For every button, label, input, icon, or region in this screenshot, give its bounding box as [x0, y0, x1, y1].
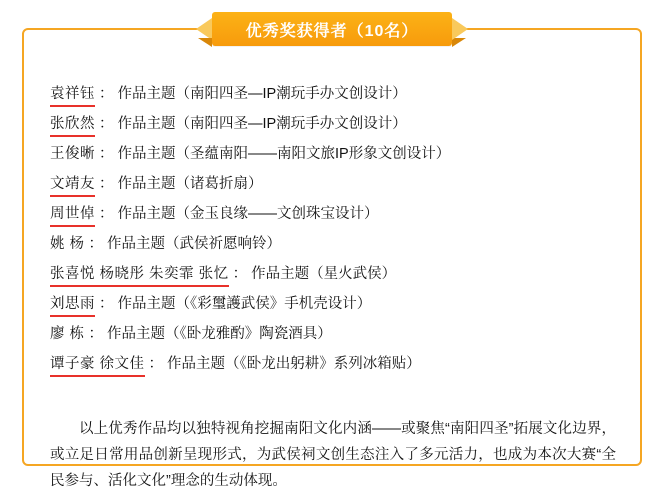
- separator: ：: [99, 86, 114, 102]
- banner-title: 优秀奖获得者（10名）: [245, 22, 419, 40]
- separator: ：: [88, 236, 104, 252]
- work-title: 作品主题（《卧龙雅酌》陶瓷酒具）: [107, 326, 332, 342]
- winner-names: 周世倬: [50, 202, 95, 225]
- separator: ：: [88, 326, 104, 342]
- separator: ：: [99, 146, 114, 162]
- ribbon-tail-right-icon: [452, 38, 466, 47]
- award-card: [22, 28, 642, 489]
- work-title: 作品主题（圣蕴南阳——南阳文旅IP形象文创设计）: [117, 146, 451, 162]
- winner-names: 王俊晰: [50, 146, 95, 162]
- list-item: [50, 112, 620, 136]
- list-item: [50, 292, 620, 316]
- separator: ：: [99, 176, 114, 192]
- work-title: 作品主题（南阳四圣—IP潮玩手办文创设计）: [117, 116, 407, 132]
- separator: ：: [99, 206, 114, 222]
- list-item: [50, 322, 620, 346]
- work-title: 作品主题（《彩璽護武侯》手机壳设计）: [117, 296, 372, 312]
- award-list: [50, 82, 620, 382]
- separator: ：: [99, 116, 114, 132]
- list-item: [50, 262, 620, 286]
- winner-names: 谭子豪 徐文佳: [50, 352, 145, 375]
- winner-names: 廖 栋: [50, 326, 85, 342]
- winner-names: 袁祥钰: [50, 82, 95, 105]
- list-item: [50, 142, 620, 166]
- list-item: [50, 82, 620, 106]
- winner-names: 文靖友: [50, 172, 95, 195]
- work-title: 作品主题（星火武侯）: [251, 266, 397, 282]
- work-title: 作品主题（《卧龙出躬耕》系列冰箱贴）: [167, 356, 421, 372]
- winner-names: 张喜悦 杨晓彤 朱奕霏 张忆: [50, 262, 229, 285]
- winner-names: 刘思雨: [50, 292, 95, 315]
- banner-ribbon: [212, 12, 453, 46]
- list-item: [50, 352, 620, 376]
- work-title: 作品主题（诸葛折扇）: [117, 176, 263, 192]
- list-item: [50, 232, 620, 256]
- work-title: 作品主题（金玉良缘——文创珠宝设计）: [117, 206, 379, 222]
- winner-names: 姚 杨: [50, 236, 85, 252]
- summary-paragraph: 以上优秀作品均以独特视角挖掘南阳文化内涵——或聚焦“南阳四圣”拓展文化边界，或立足日常用品创新呈现形式，为武侯祠文创生态注入了多元活力，也成为本次大赛“全民参与、活化文化”理念的生动体现。: [50, 421, 616, 489]
- list-item: [50, 202, 620, 226]
- work-title: 作品主题（南阳四圣—IP潮玩手办文创设计）: [117, 86, 407, 102]
- separator: ：: [99, 296, 114, 312]
- winner-names: 张欣然: [50, 112, 95, 135]
- ribbon-tail-left-icon: [198, 38, 212, 47]
- work-title: 作品主题（武侯祈愿响铃）: [107, 236, 282, 252]
- banner: [0, 8, 664, 50]
- separator: ：: [232, 266, 248, 282]
- list-item: [50, 172, 620, 196]
- separator: ：: [148, 356, 164, 372]
